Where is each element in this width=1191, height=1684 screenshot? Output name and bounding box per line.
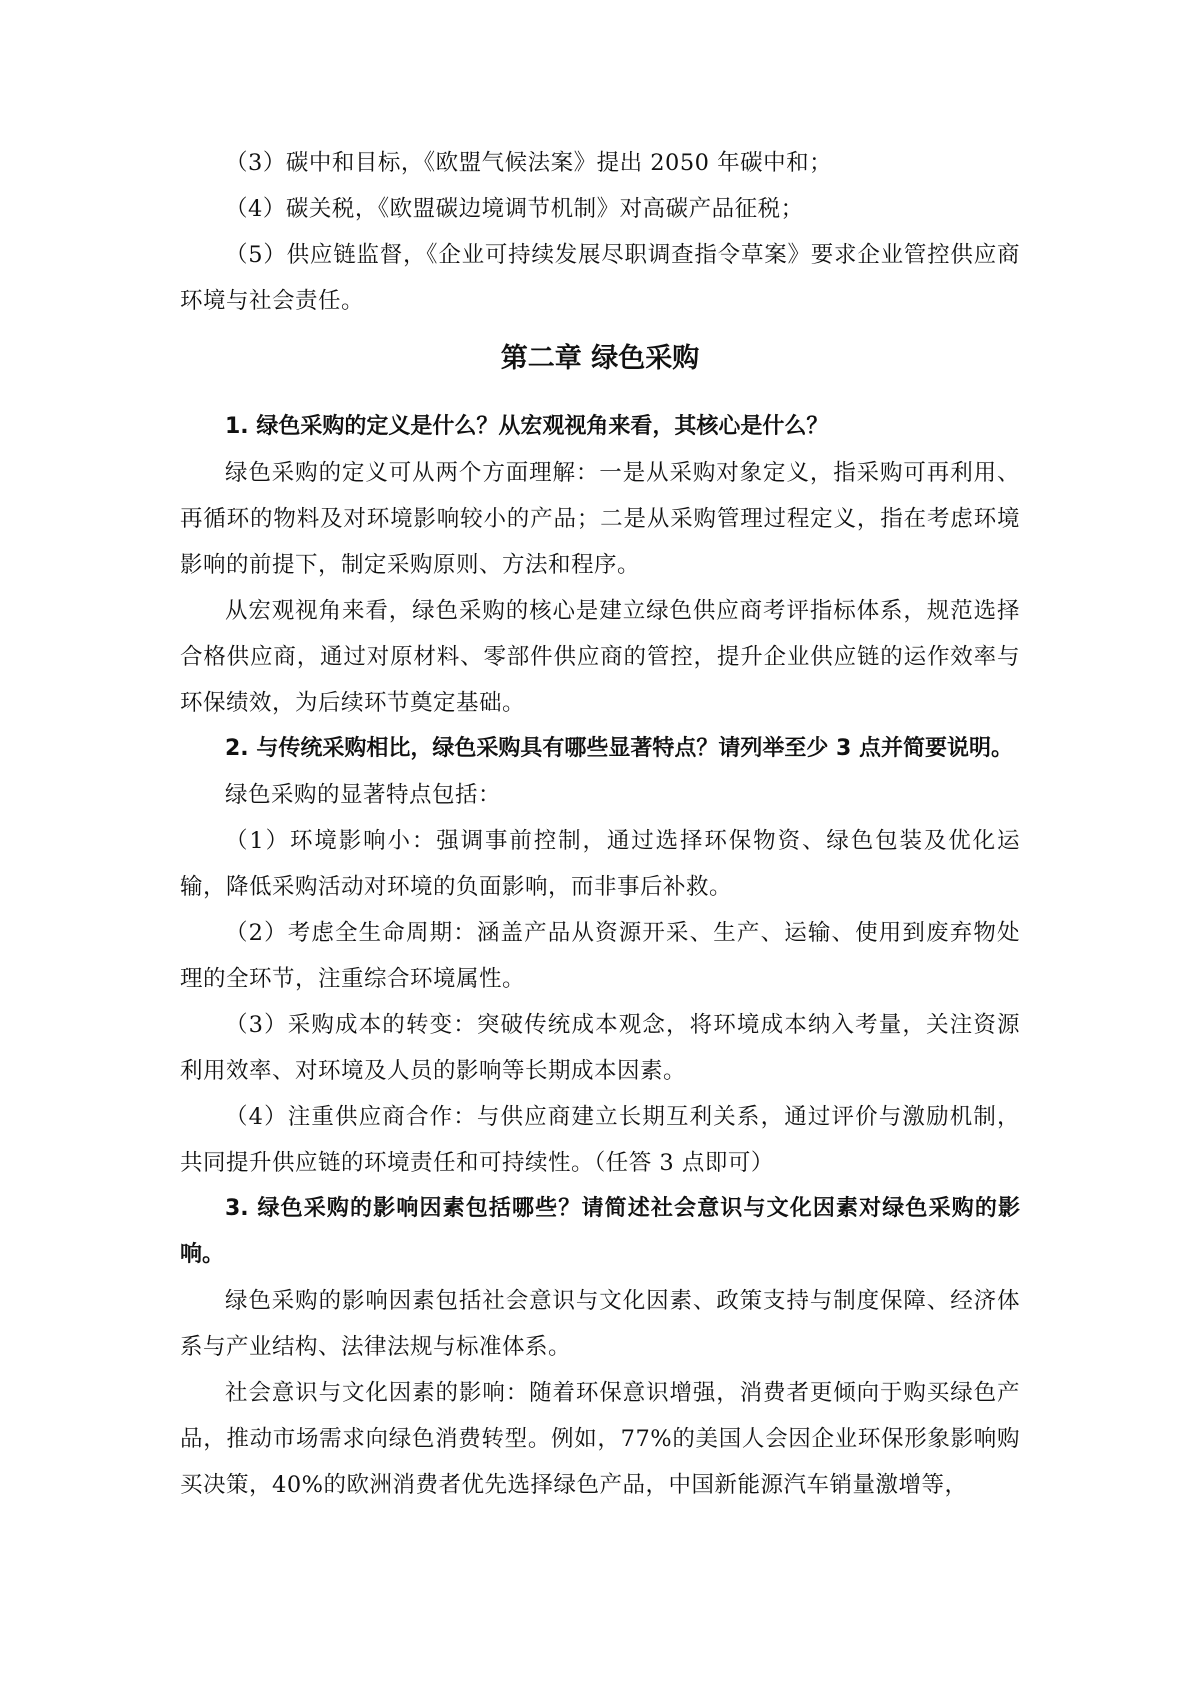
answer-2-intro: 绿色采购的显著特点包括： bbox=[225, 782, 502, 808]
chapter-title: 第二章 绿色采购 bbox=[500, 343, 700, 374]
answer-2-item-4: （4）注重供应商合作：与供应商建立长期互利关系，通过评价与激励机制，共同提升供应链的环境责任和可持续性。（任答 3 点即可） bbox=[180, 1104, 1020, 1176]
top-list-item-4: （4）碳关税，《欧盟碳边境调节机制》对高碳产品征税； bbox=[225, 196, 804, 222]
answer-3-paragraph-1: 绿色采购的影响因素包括社会意识与文化因素、政策支持与制度保障、经济体系与产业结构、法律法规与标准体系。 bbox=[180, 1288, 1020, 1360]
answer-2-item-2: （2）考虑全生命周期：涵盖产品从资源开采、生产、运输、使用到废弃物处理的全环节，注重综合环境属性。 bbox=[180, 920, 1020, 992]
answer-2-item-1: （1）环境影响小：强调事前控制，通过选择环保物资、绿色包装及优化运输，降低采购活动对环境的负面影响，而非事后补救。 bbox=[180, 828, 1020, 900]
answer-3-paragraph-2: 社会意识与文化因素的影响：随着环保意识增强，消费者更倾向于购买绿色产品，推动市场需求向绿色消费转型。例如，77%的美国人会因企业环保形象影响购买决策，40%的欧洲消费者优先选择绿色产品，中国新能源汽车销量激增等， bbox=[180, 1380, 1020, 1498]
answer-1-paragraph-2: 从宏观视角来看，绿色采购的核心是建立绿色供应商考评指标体系，规范选择合格供应商，通过对原材料、零部件供应商的管控，提升企业供应链的运作效率与环保绩效，为后续环节奠定基础。 bbox=[180, 598, 1020, 716]
question-2: 2. 与传统采购相比，绿色采购具有哪些显著特点？请列举至少 3 点并简要说明。 bbox=[225, 736, 1013, 761]
question-1: 1. 绿色采购的定义是什么？从宏观视角来看，其核心是什么？ bbox=[225, 414, 829, 439]
question-3: 3. 绿色采购的影响因素包括哪些？请简述社会意识与文化因素对绿色采购的影响。 bbox=[180, 1196, 1020, 1267]
answer-2-item-3: （3）采购成本的转变：突破传统成本观念，将环境成本纳入考量，关注资源利用效率、对环境及人员的影响等长期成本因素。 bbox=[180, 1012, 1020, 1084]
top-list-item-5: （5）供应链监督，《企业可持续发展尽职调查指令草案》要求企业管控供应商环境与社会责任。 bbox=[180, 242, 1020, 314]
top-list-item-3: （3）碳中和目标，《欧盟气候法案》提出 2050 年碳中和； bbox=[225, 150, 833, 176]
document-page bbox=[180, 140, 1020, 1508]
answer-1-paragraph-1: 绿色采购的定义可从两个方面理解：一是从采购对象定义，指采购可再利用、再循环的物料及对环境影响较小的产品；二是从采购管理过程定义，指在考虑环境影响的前提下，制定采购原则、方法和程序。 bbox=[180, 460, 1020, 578]
